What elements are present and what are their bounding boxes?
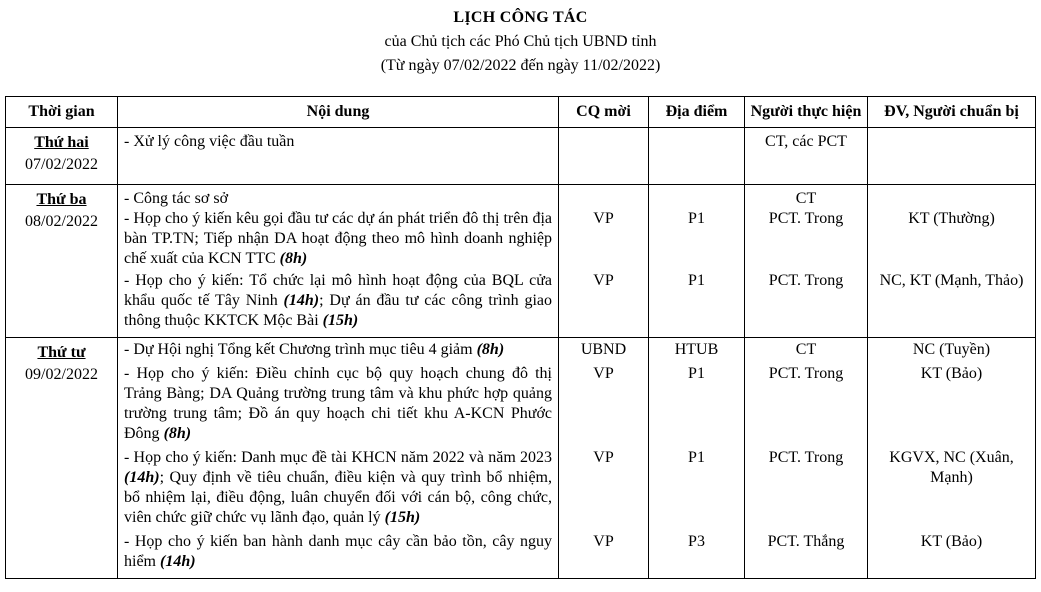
place-value: P1: [688, 449, 705, 466]
task-cq: [559, 340, 648, 360]
person-value: PCT. Trong: [768, 272, 844, 289]
task-content: [118, 132, 558, 152]
day-date: 08/02/2022: [25, 213, 98, 230]
place-value: P3: [688, 533, 705, 550]
col-header-time: Thời gian: [6, 97, 118, 128]
task-person: [745, 209, 867, 229]
day-date: 07/02/2022: [25, 156, 98, 173]
task-person: [745, 132, 867, 152]
day-label: [6, 185, 117, 233]
task-place: [649, 209, 744, 229]
prep-value: KT (Thường): [908, 210, 995, 227]
task-person: [745, 448, 867, 468]
task-content: [118, 340, 558, 360]
cq-cell: [559, 185, 649, 338]
col-header-place: Địa điểm: [649, 97, 745, 128]
task-prep: [868, 364, 1035, 384]
page-subtitle: của Chủ tịch các Phó Chủ tịch UBND tỉnh: [384, 33, 657, 50]
prep-cell: [868, 185, 1036, 338]
task-cq: [559, 448, 648, 468]
task-place: [649, 532, 744, 552]
header-row: [6, 97, 1036, 128]
task-text: - Họp cho ý kiến: Điều chỉnh cục bộ quy hoạch chung đô thị Trảng Bàng; DA Quảng trường trung tâm và khu phức hợp quảng trường trung tâm; Đồ án quy hoạch chi tiết khu A-KCN Phước Đông: [124, 365, 552, 442]
task-content: [118, 209, 558, 269]
task-time: (14h): [283, 292, 320, 309]
place-cell: [649, 185, 745, 338]
day-date: 09/02/2022: [25, 366, 98, 383]
day-label: [6, 338, 117, 386]
prep-cell: [868, 128, 1036, 185]
task-person: [745, 340, 867, 360]
col-header-cq: CQ mời: [559, 97, 649, 128]
task-time: (8h): [279, 250, 308, 267]
task-time-2: (15h): [322, 312, 359, 329]
task-text-2: ; Quy định về tiêu chuẩn, điều kiện và quy trình bổ nhiệm, bổ nhiệm lại, điều động, luân chuyển đối với cán bộ, công chức, viên chức giữ chức vụ lãnh đạo, quản lý: [124, 469, 552, 526]
task-cq: [559, 532, 648, 552]
person-cell: [745, 185, 868, 338]
prep-value: NC, KT (Mạnh, Thảo): [879, 272, 1024, 289]
date-range: (Từ ngày 07/02/2022 đến ngày 11/02/2022): [380, 57, 661, 74]
place-value: P1: [688, 365, 705, 382]
task-content: [118, 189, 558, 209]
task-time: (14h): [124, 469, 160, 486]
day-cell: [6, 338, 118, 579]
task-content: [118, 448, 558, 528]
day-name: Thứ hai: [34, 134, 89, 151]
person-cell: [745, 338, 868, 579]
place-value: P1: [688, 272, 705, 289]
task-prep: [868, 209, 1035, 229]
task-text: - Họp cho ý kiến kêu gọi đầu tư các dự án phát triển đô thị trên địa bàn TP.TN; Tiếp nhận DA hoạt động theo mô hình doanh nghiệp chế xuất của KCN TTC: [124, 210, 552, 267]
task-text: - Xử lý công việc đầu tuần: [124, 133, 295, 150]
cq-value: VP: [593, 210, 614, 227]
day-row: [6, 128, 1036, 185]
person-value: CT: [795, 190, 817, 207]
task-person: [745, 271, 867, 291]
prep-value: KGVX, NC (Xuân, Mạnh): [889, 449, 1014, 486]
task-cq: [559, 209, 648, 229]
task-cq: [559, 364, 648, 384]
day-row: [6, 338, 1036, 579]
task-person: [745, 364, 867, 384]
task-time: (8h): [476, 341, 505, 358]
content-cell: [118, 185, 559, 338]
task-prep: [868, 340, 1035, 360]
task-prep: [868, 271, 1035, 291]
task-person: [745, 532, 867, 552]
day-name: Thứ ba: [36, 191, 87, 208]
person-value: CT, các PCT: [765, 133, 847, 150]
task-time-2: (15h): [384, 509, 421, 526]
prep-value: NC (Tuyền): [912, 341, 991, 358]
task-text: - Dự Hội nghị Tổng kết Chương trình mục tiêu 4 giảm: [124, 341, 473, 358]
col-header-content: Nội dung: [118, 97, 559, 128]
cq-cell: [559, 128, 649, 185]
page-title: LỊCH CÔNG TÁC: [453, 9, 588, 26]
task-content: [118, 532, 558, 572]
person-value: PCT. Trong: [768, 365, 844, 382]
task-cq: [559, 271, 648, 291]
task-prep: [868, 448, 1035, 488]
cq-value: UBND: [580, 341, 627, 358]
cq-value: VP: [593, 449, 614, 466]
task-time: (8h): [163, 425, 192, 442]
day-label: [6, 128, 117, 176]
task-time: (14h): [160, 553, 196, 570]
task-text-2: ; Dự án đầu tư các công trình giao thông thuộc KKTCK Mộc Bài: [124, 292, 552, 329]
task-place: [649, 271, 744, 291]
task-place: [649, 364, 744, 384]
task-text: - Họp cho ý kiến ban hành danh mục cây cần bảo tồn, cây nguy hiểm: [124, 533, 552, 570]
prep-value: KT (Bảo): [920, 365, 983, 382]
col-header-prep: ĐV, Người chuẩn bị: [868, 97, 1036, 128]
prep-cell: [868, 338, 1036, 579]
cq-value: VP: [593, 272, 614, 289]
task-text: - Họp cho ý kiến: Danh mục đề tài KHCN năm 2022 và năm 2023: [124, 449, 552, 466]
col-header-person: Người thực hiện: [745, 97, 868, 128]
task-content: [118, 271, 558, 331]
task-place: [649, 448, 744, 468]
task-place: [649, 340, 744, 360]
person-value: CT: [795, 341, 817, 358]
place-value: HTUB: [674, 341, 719, 358]
prep-value: KT (Bảo): [920, 533, 983, 550]
day-cell: [6, 185, 118, 338]
task-text: - Công tác sơ sở: [124, 190, 229, 207]
schedule-table: [5, 96, 1036, 579]
person-value: PCT. Trong: [768, 210, 844, 227]
person-cell: [745, 128, 868, 185]
content-cell: [118, 128, 559, 185]
task-text: - Họp cho ý kiến: Tổ chức lại mô hình hoạt động của BQL cửa khẩu quốc tế Tây Ninh: [124, 272, 552, 309]
task-prep: [868, 532, 1035, 552]
place-cell: [649, 128, 745, 185]
place-value: P1: [688, 210, 705, 227]
day-cell: [6, 128, 118, 185]
person-value: PCT. Thắng: [767, 533, 845, 550]
task-content: [118, 364, 558, 444]
cq-value: VP: [593, 365, 614, 382]
cq-cell: [559, 338, 649, 579]
day-row: [6, 185, 1036, 338]
content-cell: [118, 338, 559, 579]
cq-value: VP: [593, 533, 614, 550]
day-name: Thứ tư: [37, 344, 86, 361]
person-value: PCT. Trong: [768, 449, 844, 466]
task-person: [745, 189, 867, 209]
place-cell: [649, 338, 745, 579]
